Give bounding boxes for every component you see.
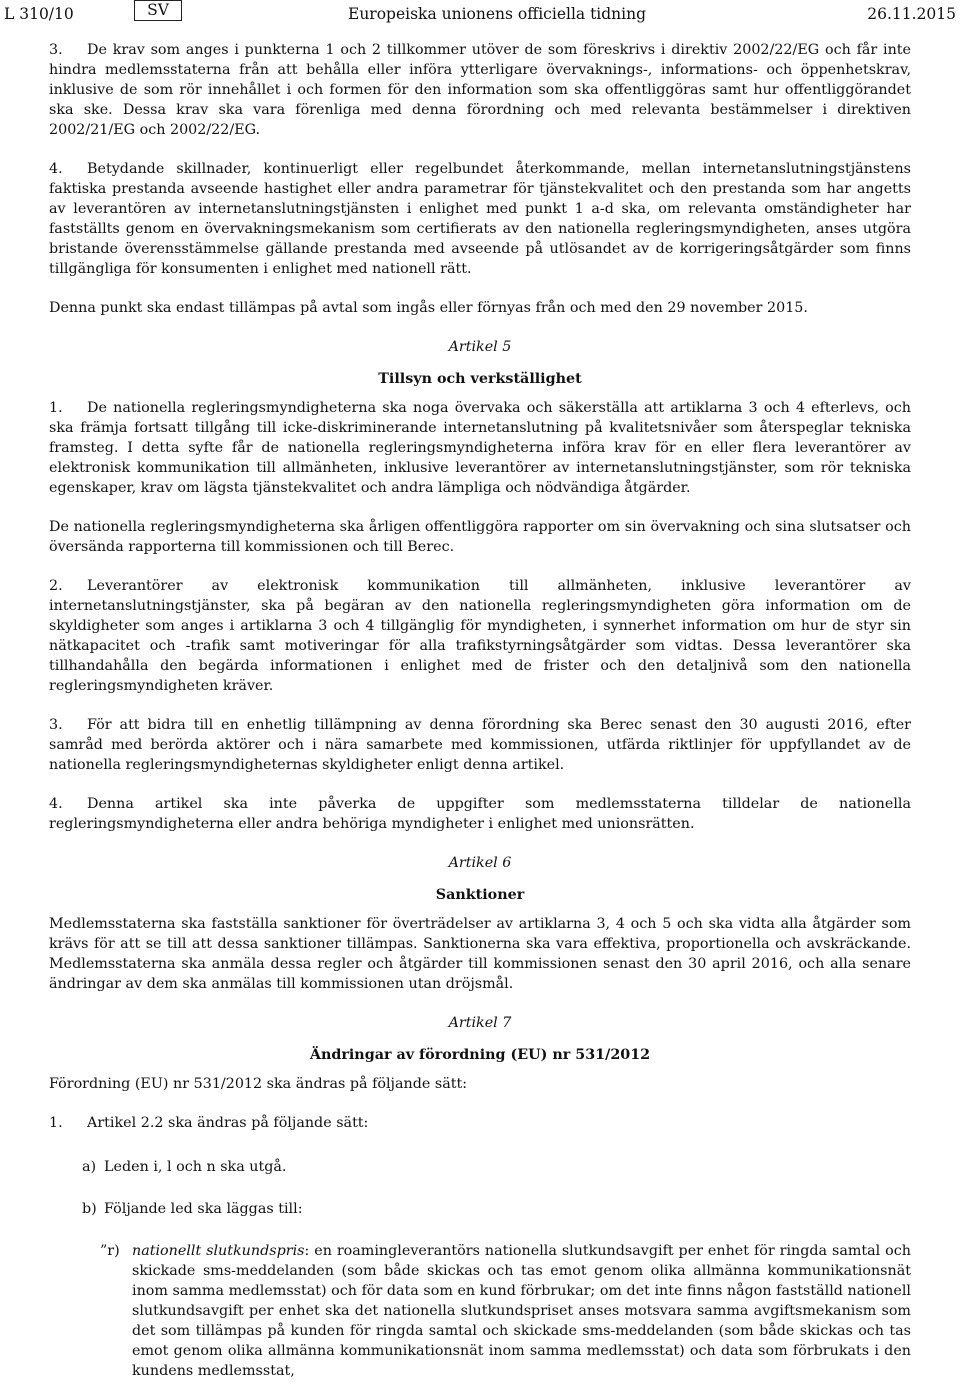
item-text: Leden i, l och n ska utgå. bbox=[104, 1159, 287, 1175]
amendment-item-a bbox=[82, 1157, 911, 1177]
document-body bbox=[49, 40, 911, 1381]
paragraph-number: 4. bbox=[49, 796, 63, 812]
article-5-paragraph-1b: De nationella regleringsmyndigheterna ska årligen offentliggöra rapporter om sin övervakning och sina slutsatser och översända rapporterna till kommissionen och till Berec. bbox=[49, 519, 911, 555]
item-letter: b) bbox=[82, 1201, 97, 1217]
article-5-paragraph-4 bbox=[49, 794, 911, 834]
item-letter: a) bbox=[82, 1159, 97, 1175]
article-6-label: Artikel 6 bbox=[448, 855, 512, 871]
language-badge: SV bbox=[134, 0, 182, 21]
article-5-paragraph-2 bbox=[49, 576, 911, 696]
definition-body bbox=[132, 1241, 911, 1381]
paragraph-text: Denna artikel ska inte påverka de uppgifter som medlemsstaterna tilldelar de nationella regleringsmyndigheterna eller andra behöriga myndigheter i enlighet med unionsrätten. bbox=[49, 796, 911, 832]
article-5-title: Tillsyn och verkställighet bbox=[378, 371, 582, 387]
item-number: 1. bbox=[49, 1115, 63, 1131]
page-reference: L 310/10 bbox=[4, 5, 74, 23]
definition-text: : en roamingleverantörs nationella slutkundsavgift per enhet för ringda samtal och skickade sms-meddelanden (som både skickas och tas emot genom olika allmänna kommunikationsnät inom samma medlemsstat) och för data som en kund förbrukar; om det inte finns någon fastställd nationell slutkundsavgift per enhet ska det nationella slutkundspriset anses motsvara samma avgiftsmekanism som det som tillämpas på kunden för ringda samtal och skickade sms-meddelanden (som både skickas och tas emot genom olika allmänna kommunikationsnät inom samma medlemsstat) och data som förbrukats i den kundens medlemsstat, bbox=[132, 1243, 911, 1379]
item-text: Följande led ska läggas till: bbox=[104, 1201, 303, 1217]
amendment-item-1 bbox=[49, 1113, 911, 1133]
article-7-title: Ändringar av förordning (EU) nr 531/2012 bbox=[309, 1047, 651, 1063]
paragraph-4-note: Denna punkt ska endast tillämpas på avtal som ingås eller förnyas från och med den 29 november 2015. bbox=[49, 300, 808, 316]
paragraph-text: För att bidra till en enhetlig tillämpning av denna förordning ska Berec senast den 30 augusti 2016, efter samråd med berörda aktörer och i nära samarbete med kommissionen, utfärda riktlinjer för uppfyllandet av de nationella regleringsmyndigheternas skyldigheter enligt denna artikel. bbox=[49, 717, 911, 773]
article-7-label: Artikel 7 bbox=[448, 1015, 512, 1031]
item-text: Artikel 2.2 ska ändras på följande sätt: bbox=[87, 1115, 369, 1131]
paragraph-number: 1. bbox=[49, 400, 63, 416]
journal-title: Europeiska unionens officiella tidning bbox=[348, 5, 647, 23]
paragraph-text: De krav som anges i punkterna 1 och 2 tillkommer utöver de som föreskrivs i direktiv 2002/22/EG och får inte hindra medlemsstaterna från att behålla eller införa ytterligare övervaknings-, informations- och öppenhetskrav, inklusive de som rör innehållet i och formen för den information som ska offentliggöras samt hur offentliggörandet ska ske. Dessa krav ska vara förenliga med denna förordning och med relevanta bestämmelser i direktiven 2002/21/EG och 2002/22/EG. bbox=[49, 42, 911, 138]
article-6-title: Sanktioner bbox=[435, 887, 525, 903]
amendment-item-b bbox=[82, 1199, 911, 1219]
paragraph-number: 2. bbox=[49, 578, 63, 594]
paragraph-number: 3. bbox=[49, 42, 63, 58]
page-header bbox=[0, 0, 960, 30]
paragraph-4 bbox=[49, 159, 911, 279]
quoted-definition bbox=[100, 1241, 911, 1381]
publication-date: 26.11.2015 bbox=[867, 5, 956, 23]
article-7-intro: Förordning (EU) nr 531/2012 ska ändras på följande sätt: bbox=[49, 1076, 468, 1092]
paragraph-text: Betydande skillnader, kontinuerligt eller regelbundet återkommande, mellan internetanslutningstjänstens faktiska prestanda avseende hastighet eller andra parametrar för tjänstekvalitet och den prestanda som har angetts av leverantören av internetanslutningstjänsten i enlighet med punkt 1 a-d ska, om relevanta omständigheter har fastställts genom en övervakningsmekanism som certifierats av den nationella regleringsmyndigheten, anses utgöra bristande överensstämmelse gällande prestanda med avseende på utlösandet av de korrigeringsåtgärder som finns tillgängliga för konsumenten i enlighet med nationell rätt. bbox=[49, 161, 911, 277]
paragraph-number: 3. bbox=[49, 717, 63, 733]
paragraph-3 bbox=[49, 40, 911, 140]
paragraph-text: De nationella regleringsmyndigheterna ska noga övervaka och säkerställa att artiklarna 3 och 4 efterlevs, och ska främja fortsatt tillgång till icke-diskriminerande internetanslutning på kvalitetsnivåer som återspeglar tekniska framsteg. I detta syfte får de nationella regleringsmyndigheterna införa krav för en eller flera leverantörer av elektronisk kommunikation till allmänheten, inklusive leverantörer av internetanslutningstjänster, som rör tekniska egenskaper, krav om lägsta tjänstekvalitet och andra lämpliga och nödvändiga åtgärder. bbox=[49, 400, 911, 496]
article-5-paragraph-3 bbox=[49, 715, 911, 775]
paragraph-text: Leverantörer av elektronisk kommunikation till allmänheten, inklusive leverantörer av internetanslutningstjänster, ska på begäran av den nationella regleringsmyndigheten göra information om de skyldigheter som anges i artiklarna 3 och 4 tillgänglig för myndigheten, i synnerhet information om hur de styr sin nätkapacitet och -trafik samt motiveringar för alla trafikstyrningsåtgärder som vidtas. Dessa leverantörer ska tillhandahålla den begärda informationen i enlighet med de frister och den detaljnivå som den nationella regleringsmyndigheten kräver. bbox=[49, 578, 911, 694]
paragraph-number: 4. bbox=[49, 161, 63, 177]
definition-letter: ”r) bbox=[100, 1243, 120, 1259]
article-5-paragraph-1 bbox=[49, 398, 911, 498]
definition-term: nationellt slutkundspris bbox=[132, 1243, 305, 1259]
article-6-paragraph: Medlemsstaterna ska fastställa sanktioner för överträdelser av artiklarna 3, 4 och 5 och ska vidta alla åtgärder som krävs för att se till att dessa sanktioner tillämpas. Sanktionerna ska vara effektiva, proportionella och avskräckande. Medlemsstaterna ska anmäla dessa regler och åtgärder till kommissionen senast den 30 april 2016, och alla senare ändringar av dem ska anmälas till kommissionen utan dröjsmål. bbox=[49, 916, 911, 992]
article-5-label: Artikel 5 bbox=[448, 339, 512, 355]
